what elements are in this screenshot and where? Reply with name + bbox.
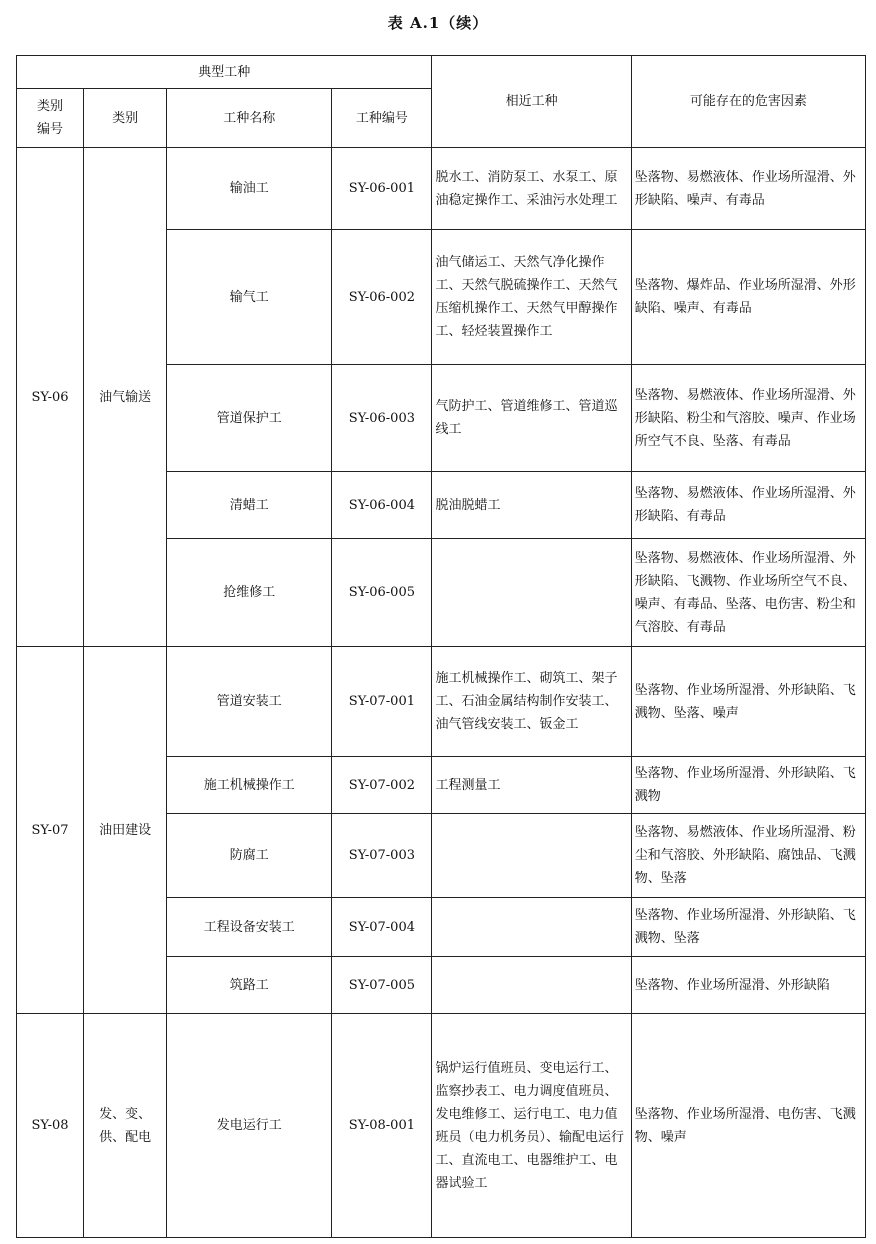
- job-name-cell: 防腐工: [167, 814, 332, 898]
- similar-jobs-cell: 脱水工、消防泵工、水泵工、原油稳定操作工、采油污水处理工: [432, 148, 631, 230]
- similar-jobs-cell: 工程测量工: [432, 757, 631, 814]
- job-name-cell: 管道保护工: [167, 365, 332, 472]
- category-code-cell: SY-06: [17, 148, 84, 647]
- table-row: [17, 1014, 866, 1238]
- similar-jobs-cell: 气防护工、管道维修工、管道巡线工: [432, 365, 631, 472]
- hazards-cell: 坠落物、作业场所湿滑、外形缺陷、飞溅物、坠落: [631, 898, 865, 957]
- hazards-cell: 坠落物、作业场所湿滑、电伤害、飞溅物、噪声: [631, 1014, 865, 1238]
- header-typical-group: 典型工种: [17, 56, 432, 89]
- job-code-cell: SY-07-003: [332, 814, 432, 898]
- hazards-cell: 坠落物、作业场所湿滑、外形缺陷: [631, 957, 865, 1014]
- hazards-cell: 坠落物、易燃液体、作业场所湿滑、外形缺陷、飞溅物、作业场所空气不良、噪声、有毒品、坠落、电伤害、粉尘和气溶胶、有毒品: [631, 539, 865, 647]
- job-name-cell: 清蜡工: [167, 472, 332, 539]
- similar-jobs-cell: 脱油脱蜡工: [432, 472, 631, 539]
- header-similar-jobs: 相近工种: [432, 56, 631, 148]
- job-name-cell: 发电运行工: [167, 1014, 332, 1238]
- job-name-cell: 抢维修工: [167, 539, 332, 647]
- similar-jobs-cell: [432, 898, 631, 957]
- job-name-cell: 筑路工: [167, 957, 332, 1014]
- similar-jobs-cell: [432, 957, 631, 1014]
- job-code-cell: SY-07-004: [332, 898, 432, 957]
- header-job-code: 工种编号: [332, 89, 432, 148]
- job-code-cell: SY-06-005: [332, 539, 432, 647]
- similar-jobs-cell: [432, 539, 631, 647]
- category-cell: [84, 1014, 167, 1238]
- hazards-cell: 坠落物、作业场所湿滑、外形缺陷、飞溅物: [631, 757, 865, 814]
- header-category: 类别: [84, 89, 167, 148]
- hazard-table: [16, 55, 866, 1238]
- table-row: [17, 148, 866, 230]
- category-cell: 油气输送: [84, 148, 167, 647]
- similar-jobs-cell: 锅炉运行值班员、变电运行工、监察抄表工、电力调度值班员、发电维修工、运行电工、电力值班员（电力机务员）、输配电运行工、直流电工、电器维护工、电器试验工: [432, 1014, 631, 1238]
- job-code-cell: SY-07-002: [332, 757, 432, 814]
- job-code-cell: SY-06-002: [332, 230, 432, 365]
- job-name-cell: 工程设备安装工: [167, 898, 332, 957]
- category-code-cell: SY-07: [17, 647, 84, 1014]
- job-code-cell: SY-07-001: [332, 647, 432, 757]
- similar-jobs-cell: 油气储运工、天然气净化操作工、天然气脱硫操作工、天然气压缩机操作工、天然气甲醇操作工、轻烃装置操作工: [432, 230, 631, 365]
- job-code-cell: SY-07-005: [332, 957, 432, 1014]
- hazards-cell: 坠落物、易燃液体、作业场所湿滑、外形缺陷、有毒品: [631, 472, 865, 539]
- hazards-cell: 坠落物、易燃液体、作业场所湿滑、外形缺陷、噪声、有毒品: [631, 148, 865, 230]
- job-code-cell: SY-06-004: [332, 472, 432, 539]
- job-name-cell: 管道安装工: [167, 647, 332, 757]
- category-cell: 油田建设: [84, 647, 167, 1014]
- header-category-code: 类别 编号: [17, 89, 84, 148]
- table-row: [17, 647, 866, 757]
- hazards-cell: 坠落物、爆炸品、作业场所湿滑、外形缺陷、噪声、有毒品: [631, 230, 865, 365]
- job-code-cell: SY-06-001: [332, 148, 432, 230]
- category-label: 发、变、供、配电: [99, 1106, 152, 1145]
- category-code-cell: SY-08: [17, 1014, 84, 1238]
- job-code-cell: SY-08-001: [332, 1014, 432, 1238]
- job-name-cell: 输气工: [167, 230, 332, 365]
- hazards-cell: 坠落物、易燃液体、作业场所湿滑、外形缺陷、粉尘和气溶胶、噪声、作业场所空气不良、坠落、有毒品: [631, 365, 865, 472]
- similar-jobs-cell: 施工机械操作工、砌筑工、架子工、石油金属结构制作安装工、油气管线安装工、钣金工: [432, 647, 631, 757]
- similar-jobs-cell: [432, 814, 631, 898]
- hazards-cell: 坠落物、易燃液体、作业场所湿滑、粉尘和气溶胶、外形缺陷、腐蚀品、飞溅物、坠落: [631, 814, 865, 898]
- hazards-cell: 坠落物、作业场所湿滑、外形缺陷、飞溅物、坠落、噪声: [631, 647, 865, 757]
- job-name-cell: 施工机械操作工: [167, 757, 332, 814]
- header-job-name: 工种名称: [167, 89, 332, 148]
- page-title: 表 A.1（续）: [387, 14, 489, 32]
- header-hazards: 可能存在的危害因素: [631, 56, 865, 148]
- job-name-cell: 输油工: [167, 148, 332, 230]
- job-code-cell: SY-06-003: [332, 365, 432, 472]
